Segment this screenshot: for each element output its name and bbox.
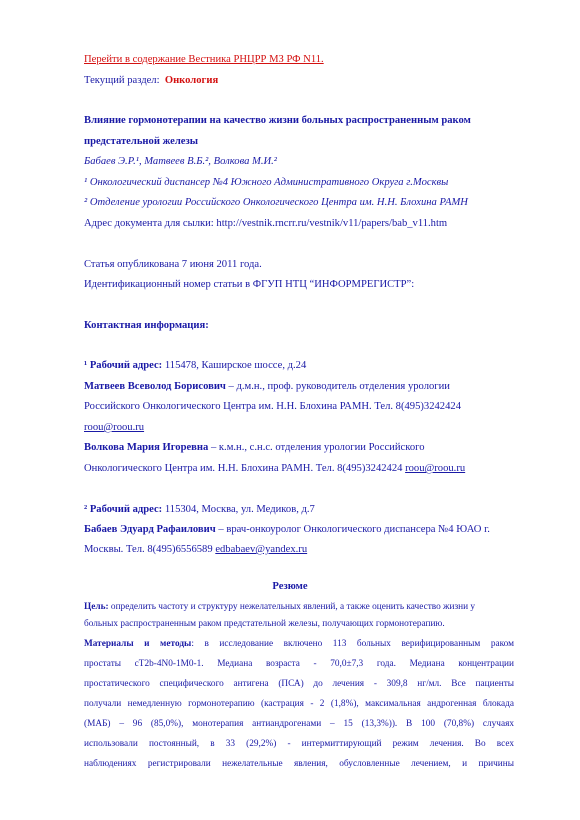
contact-babaev-text: – врач-онкоуролог Онкологического диспансера №4 ЮАО г.: [215, 524, 490, 535]
abstract-goal-text: определить частоту и структуру нежелательных явлений, а также оценить качество жизни у: [108, 602, 476, 612]
abstract-methods-line-5: (МАБ) – 96 (85,0%), монотерапия антиандрогенами – 15 (13,3%)). В 100 (70,8%) случаях: [84, 719, 514, 729]
work-address-2: [84, 503, 315, 517]
contact-babaev-line-2: [84, 543, 307, 557]
journal-contents-link[interactable]: Перейти в содержание Вестника РНЦРР МЗ РФ N11.: [84, 54, 324, 65]
affiliation-1: ¹ Онкологический диспансер №4 Южного Административного Округа г.Москвы: [84, 177, 449, 188]
contact-matveev-line-2: Российского Онкологического Центра им. Н.Н. Блохина РАМН. Тел. 8(495)3242424: [84, 401, 461, 412]
registration-id-label: Идентификационный номер статьи в ФГУП НТЦ “ИНФОРМРЕГИСТР”:: [84, 279, 415, 290]
abstract-methods-text: : в исследование включено 113 больных верифицированным раком: [191, 639, 514, 649]
work-address-1: [84, 359, 306, 373]
contact-matveev-text: – д.м.н., проф. руководитель отделения урологии: [225, 381, 450, 392]
contact-volkova-line-1: [84, 441, 425, 455]
contact-matveev-email[interactable]: roou@roou.ru: [84, 422, 145, 433]
contact-matveev-name: Матвеев Всеволод Борисович: [84, 381, 226, 392]
work-address-2-label: ² Рабочий адрес:: [84, 504, 163, 515]
section-label: Текущий раздел:: [84, 75, 160, 86]
work-address-2-value: 115304, Москва, ул. Медиков, д.7: [162, 504, 315, 515]
abstract-methods-line-2: простаты cT2b-4N0-1M0-1. Медиана возраста - 70,0±7,3 года. Медиана концентрации: [84, 659, 514, 669]
current-section: [84, 74, 218, 88]
section-value: Онкология: [164, 75, 219, 86]
abstract-goal-line-1: [84, 600, 475, 614]
abstract-methods-line-3: простатического специфического антигена (ПСА) до лечения - 309,8 нг/мл. Все пациенты: [84, 679, 514, 689]
abstract-methods-line-4: получали немедленную гормонотерапию (кастрация - 2 (1,8%), максимальная андрогенная блокада: [84, 699, 514, 709]
contact-babaev-line-1: [84, 523, 490, 537]
abstract-goal-label: Цель:: [84, 602, 109, 612]
article-title-line-2: предстательной железы: [84, 136, 198, 147]
contact-volkova-email[interactable]: roou@roou.ru: [405, 463, 466, 474]
publication-date: Статья опубликована 7 июня 2011 года.: [84, 259, 262, 270]
contact-heading: Контактная информация:: [84, 320, 209, 331]
affiliation-2: ² Отделение урологии Российского Онкологического Центра им. Н.Н. Блохина РАМН: [84, 197, 468, 208]
article-title-line-1: Влияние гормонотерапии на качество жизни больных распространенным раком: [84, 115, 471, 126]
work-address-1-value: 115478, Каширское шоссе, д.24: [162, 360, 307, 371]
contact-volkova-text-2: Онкологического Центра им. Н.Н. Блохина РАМН. Тел. 8(495)3242424: [84, 463, 406, 474]
document-address: Адрес документа для сылки: http://vestnik.rncrr.ru/vestnik/v11/papers/bab_v11.htm: [84, 218, 448, 229]
contact-volkova-name: Волкова Мария Игоревна: [84, 442, 209, 453]
abstract-methods-line-7: наблюдениях регистрировали нежелательные явления, обусловленные лечением, и причины: [84, 759, 514, 769]
contact-babaev-email[interactable]: edbabaev@yandex.ru: [215, 544, 308, 555]
contact-volkova-line-2: [84, 462, 465, 476]
contact-babaev-name: Бабаев Эдуард Рафаилович: [84, 524, 216, 535]
contact-babaev-text-2: Москвы. Тел. 8(495)6556589: [84, 544, 216, 555]
abstract-heading: Резюме: [272, 581, 308, 592]
contact-matveev-line-1: [84, 380, 450, 394]
article-authors: Бабаев Э.Р.¹, Матвеев В.Б.², Волкова М.И.²: [84, 156, 277, 167]
contact-volkova-text: – к.м.н., с.н.с. отделения урологии Российского: [208, 442, 425, 453]
abstract-methods-line-6: использовали постоянный, в 33 (29,2%) - интермиттирующий режим лечения. Во всех: [84, 739, 514, 749]
work-address-1-label: ¹ Рабочий адрес:: [84, 360, 163, 371]
abstract-methods-line-1: [84, 637, 514, 651]
abstract-methods-label: Материалы и методы: [84, 639, 192, 649]
abstract-goal-line-2: больных распространенным раком предстательной железы, получающих гормонотерапию.: [84, 619, 445, 629]
